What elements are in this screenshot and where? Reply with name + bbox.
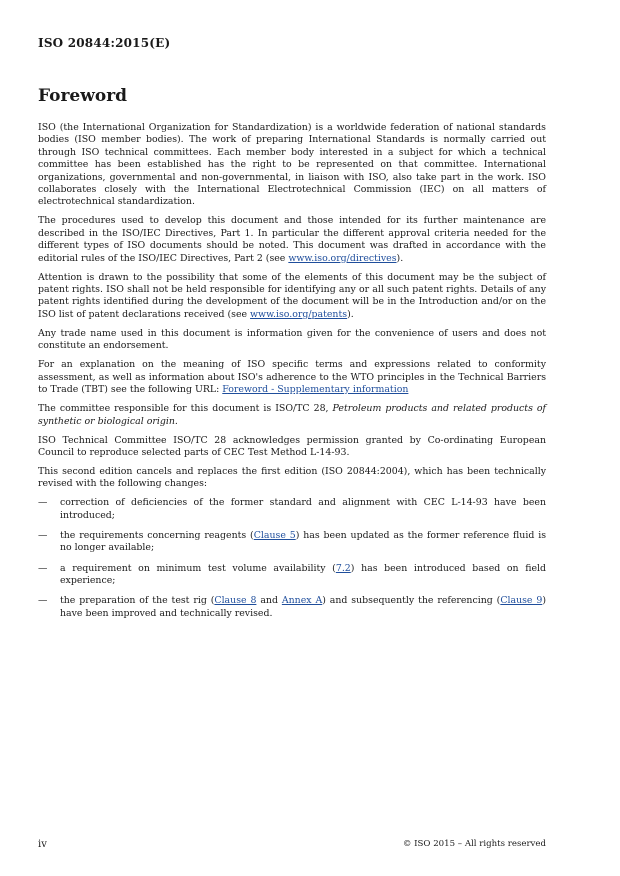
clause-9-link[interactable]: Clause 9 bbox=[500, 595, 543, 607]
directives-link[interactable]: www.iso.org/directives bbox=[288, 252, 397, 264]
list-item: — correction of deficiencies of the former standard and alignment with CEC L-14-93 have been introduced; bbox=[38, 497, 546, 521]
paragraph-patents: Attention is drawn to the possibility that some of the elements of this document may be the subject of patent rights. ISO shall not be held responsible for identifying any or all such patent rights. Details of any patent rights identified during the development of the document will be in the Introduction and/or on the ISO list of patent declarations received (see www.iso.org/patents). bbox=[38, 271, 546, 320]
paragraph-trade-names: Any trade name used in this document is information given for the convenience of users and does not constitute an endorsement. bbox=[38, 327, 546, 352]
dash-bullet: — bbox=[38, 595, 48, 607]
section-title: Foreword bbox=[38, 86, 128, 106]
copyright-notice: © ISO 2015 – All rights reserved bbox=[402, 839, 546, 849]
clause-8-link[interactable]: Clause 8 bbox=[214, 595, 257, 607]
subclause-7-2-link[interactable]: 7.2 bbox=[335, 562, 351, 574]
paragraph-committee: The committee responsible for this document is ISO/TC 28, Petroleum products and related products of synthetic or biological origin. bbox=[38, 403, 546, 427]
dash-bullet: — bbox=[38, 562, 48, 574]
paragraph-about-iso: ISO (the International Organization for Standardization) is a worldwide federation of national standards bodies (ISO member bodies). The work of preparing International Standards is normally carried out through ISO technical committees. Each member body interested in a subject for which a technical committee has been established has the right to be represented on that committee. International organizations, governmental and non-governmental, in liaison with ISO, also take part in the work. ISO collaborates closely with the International Electrotechnical Commission (IEC) on all matters of electrotechnical standardization. bbox=[38, 122, 546, 208]
annex-a-link[interactable]: Annex A bbox=[281, 595, 323, 607]
foreword-body bbox=[38, 122, 546, 628]
paragraph-edition: This second edition cancels and replaces the first edition (ISO 20844:2004), which has been technically revised with the following changes: bbox=[38, 465, 546, 490]
paragraph-permission: ISO Technical Committee ISO/TC 28 acknowledges permission granted by Co-ordinating European Council to reproduce selected parts of CEC Test Method L-14-93. bbox=[38, 434, 546, 458]
list-item: — the requirements concerning reagents (Clause 5) has been updated as the former reference fluid is no longer available; bbox=[38, 529, 547, 554]
list-item: — the preparation of the test rig (Clause 8 and Annex A) and subsequently the referencing (Clause 9) have been improved and technically revised. bbox=[38, 595, 547, 619]
clause-5-link[interactable]: Clause 5 bbox=[253, 529, 296, 541]
document-id-header: ISO 20844:2015(E) bbox=[38, 36, 171, 50]
supplementary-information-link[interactable]: Foreword - Supplementary information bbox=[222, 384, 409, 396]
paragraph-conformity: For an explanation on the meaning of ISO specific terms and expressions related to conformity assessment, as well as information about ISO's adherence to the WTO principles in the Technical Barriers to Trade (TBT) see the following URL: Foreword - Supplementary information bbox=[38, 359, 546, 396]
page-number: iv bbox=[38, 839, 47, 850]
changes-list bbox=[38, 497, 546, 620]
list-item: — a requirement on minimum test volume availability (7.2) has been introduced based on field experience; bbox=[38, 562, 546, 586]
dash-bullet: — bbox=[38, 529, 48, 541]
dash-bullet: — bbox=[38, 497, 48, 509]
paragraph-procedures: The procedures used to develop this document and those intended for its further maintenance are described in the ISO/IEC Directives, Part 1. In particular the different approval criteria needed for the different types of ISO documents should be noted. This document was drafted in accordance with the editorial rules of the ISO/IEC Directives, Part 2 (see www.iso.org/directives). bbox=[38, 215, 546, 264]
patents-link[interactable]: www.iso.org/patents bbox=[250, 308, 348, 320]
committee-name: Petroleum products and related products of synthetic or biological origin bbox=[38, 403, 546, 427]
